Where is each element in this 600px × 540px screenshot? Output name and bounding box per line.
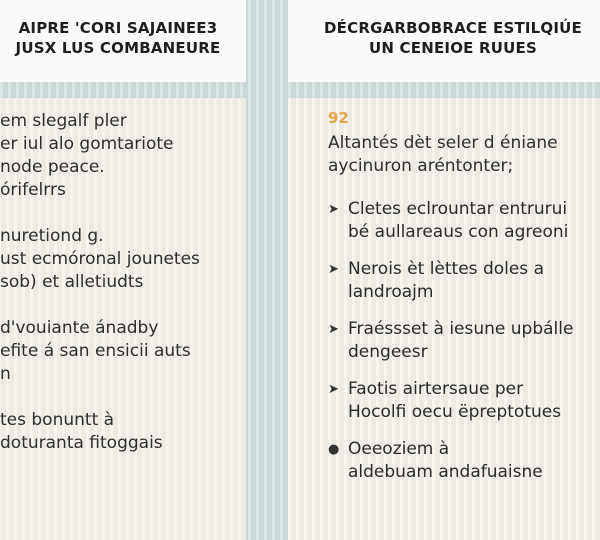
arrow-bullet-icon: ➤ [328,262,339,277]
right-column-heading [288,0,600,82]
left-text-line: órifelrrs [0,180,66,200]
arrow-bullet-icon: ➤ [328,322,339,337]
bullet-line: bé aullareaus con agreoni [348,222,569,242]
left-text-line: efite á san ensicii auts [0,341,191,361]
left-text-line: node peace. [0,157,105,177]
left-text-group [0,110,246,202]
bullet-item [328,258,600,304]
left-heading-line-2: JUSX LUS COMBANEURE [15,39,221,57]
bullet-line: Nerois èt lèttes doles a [348,259,544,279]
bullet-line: aldebuam andafuaisne [348,462,543,482]
section-number-tag: 92 [328,109,349,127]
left-text-line: em slegalf pler [0,111,127,131]
left-text-line: d'vouiante ánadby [0,318,159,338]
left-text-line: sob) et alletiudts [0,272,144,292]
bullet-line: Oeeoziem à [348,439,450,459]
right-content-card [288,98,600,540]
left-text-line: ust ecmóronal jounetes [0,249,200,269]
arrow-bullet-icon: ➤ [328,202,339,217]
left-text-group [0,409,246,455]
left-text-line: nuretiond g. [0,226,104,246]
right-heading-line-2: UN CENEIOE RUUES [369,39,537,57]
left-content-card [0,98,246,540]
right-heading-line-1: DÉCRGARBOBRACE ESTILQIÚE [324,19,582,37]
left-column-heading [0,0,246,82]
bullet-line: Hocolfi oecu ëpreptotues [348,402,562,422]
intro-line: Altantés dèt seler d éniane [328,133,558,153]
left-text-line: er iul alo gomtariote [0,134,174,154]
arrow-bullet-icon: ➤ [328,382,339,397]
left-text-line: doturanta fitoggais [0,433,163,453]
left-text-group [0,225,246,294]
left-heading-line-1: AIPRE 'CORI SAJAINEE3 [18,19,218,37]
intro-text [328,132,600,178]
bullet-item [328,438,600,484]
bullet-item [328,318,600,364]
bullet-line: Cletes eclrountar entrurui [348,199,568,219]
left-text-line: n [0,364,11,384]
left-text-group [0,317,246,386]
bullet-item [328,378,600,424]
bullet-line: Faotis airtersaue per [348,379,524,399]
bullet-line: Fraéssset à iesune upbálle [348,319,574,339]
bullet-item [328,198,600,244]
left-text-line: tes bonuntt à [0,410,115,430]
bullet-line: landroajm [348,282,434,302]
intro-line: aycinuron aréntonter; [328,156,514,176]
dot-bullet-icon: ● [328,442,340,457]
bullet-line: dengeesr [348,342,428,362]
